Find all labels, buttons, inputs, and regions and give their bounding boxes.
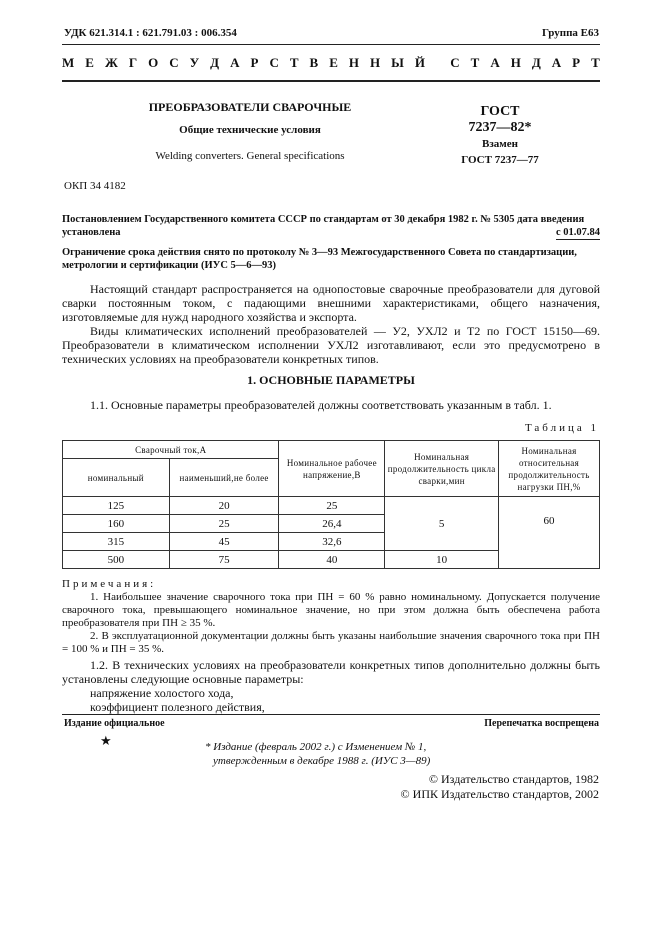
header-voltage: Номинальное рабочее напряжение,В [279,441,385,497]
paragraph-1-1 [62,398,600,412]
doc-english-title: Welding converters. General specifications [155,150,345,162]
banner-letter: А [230,55,240,70]
cell-nominal: 125 [63,497,170,515]
banner-letter: С [450,55,460,70]
cell-voltage: 25 [279,497,385,515]
intro-text [62,282,600,366]
banner-letter: У [189,55,200,70]
cell-cycle: 10 [385,551,499,569]
intro-paragraph-2: Виды климатических исполнений преобразователей — У2, УХЛ2 и Т2 по ГОСТ 15150—69. Преобразователи в климатическом исполнении УХЛ2 изготавливают, если это предусмотрено в технических условиях на преобразователи конкретных типов. [62,324,600,366]
header-load: Номинальная относительная продолжительность нагрузки ПН,% [499,441,600,497]
header-current: Сварочный ток,А [63,441,279,459]
banner-letter: С [169,55,179,70]
reprint-prohibited: Перепечатка воспрещена [484,718,599,729]
paragraph-1-2-text: 1.2. В технических условиях на преобразователи конкретных типов дополнительно должны быть установлены следующие основные параметры: [62,658,600,686]
replaces-label: Взамен [482,138,518,150]
intro-paragraph-1: Настоящий стандарт распространяется на однопостовые сварочные преобразователи для дуговой сварки постоянным током, с падающими внешними характеристиками, общего назначения, изготовляемые для нужд народного хозяйства и экспорта. [62,282,600,324]
banner-letter: Д [210,55,220,70]
notes-title: Примечания: [62,578,157,590]
header-current-nominal: номинальный [63,459,170,497]
decree-date: с 01.07.84 [555,227,600,238]
footer-rule [62,714,600,715]
gost-label: ГОСТ [480,104,520,119]
banner-letter: Н [369,55,381,70]
edition-line-2: утвержденным в декабре 1988 г. (ИУС 3—89) [213,755,431,767]
banner-letter: Ы [391,55,404,70]
banner-letter: Д [531,55,541,70]
cell-nominal: 160 [63,515,170,533]
decree-text: Постановлением Государственного комитета СССР по стандартам от 30 декабря 1982 г. № 5305 дата введения установлена [62,214,585,238]
banner-letter: Р [572,55,581,70]
banner-letter: Т [289,55,299,70]
banner-letter: Т [591,55,600,70]
banner-letter: Н [510,55,521,70]
table-header-row [63,441,600,459]
cell-nominal: 315 [63,533,170,551]
banner-letter: Е [329,55,338,70]
doc-title: ПРЕОБРАЗОВАТЕЛИ СВАРОЧНЫЕ [148,100,352,114]
note-1: 1. Наибольшее значение сварочного тока при ПН = 60 % равно номинальному. Допускается получение сварочного тока, превышающего номинальное значение, но при этом должна быть обеспечена работа преобразователя при ПН ≥ 35 %. [62,591,600,629]
decree-block [62,213,600,240]
cell-min: 20 [169,497,279,515]
banner-letter: М [62,55,75,70]
banner-letter: А [551,55,562,70]
copyright-1982: © Издательство стандартов, 1982 [428,772,599,786]
table-row [63,497,600,515]
edition-note [205,740,430,768]
cell-nominal: 500 [63,551,170,569]
section-1-heading: 1. ОСНОВНЫЕ ПАРАМЕТРЫ [247,373,415,387]
param-item-2: коэффициент полезного действия, [90,700,265,714]
star-icon: ★ [100,733,112,748]
udk-code: УДК 621.314.1 : 621.791.03 : 006.354 [64,27,237,39]
banner-letter: Н [348,55,359,70]
table-caption: Таблица 1 [524,422,599,434]
banner-letter: Ж [104,55,118,70]
banner-letter: С [269,55,279,70]
cell-cycle: 5 [385,497,499,551]
cell-voltage: 40 [279,551,385,569]
banner-letter: Т [470,55,480,70]
standard-banner [62,55,600,71]
cell-min: 25 [169,515,279,533]
cell-voltage: 32,6 [279,533,385,551]
table-notes [62,578,600,656]
paragraph-1-2 [62,658,600,714]
banner-letter: Е [85,55,94,70]
official-edition: Издание официальное [64,718,165,729]
param-item-1: напряжение холостого хода, [90,686,234,700]
parameters-table [62,440,600,569]
header-cycle: Номинальная продолжительность цикла сварки,мин [385,441,499,497]
cell-voltage: 26,4 [279,515,385,533]
banner-letter: О [148,55,159,70]
banner-rule [62,80,600,82]
okp-code: ОКП 34 4182 [64,180,126,192]
paragraph-1-1-text: 1.1. Основные параметры преобразователей должны соответствовать указанным в табл. 1. [90,398,552,412]
edition-line-1: * Издание (февраль 2002 г.) с Изменением № 1, [205,741,427,753]
banner-letter: А [490,55,500,70]
cell-min: 45 [169,533,279,551]
gost-number: 7237—82* [468,120,532,135]
doc-subtitle: Общие технические условия [179,124,321,136]
banner-letter: Р [250,55,259,70]
banner-letter: Г [128,55,138,70]
replaces-gost: ГОСТ 7237—77 [461,154,539,166]
copyright-2002: © ИПК Издательство стандартов, 2002 [400,787,599,801]
cell-min: 75 [169,551,279,569]
restriction-note: Ограничение срока действия снято по протоколу № 3—93 Межгосударственного Совета по стандартизации, метрологии и сертификации (ИУС 5—6—93) [62,247,577,271]
cell-load: 60 [499,497,600,569]
group-code: Группа Е63 [541,27,599,39]
banner-letter: В [309,55,319,70]
banner-letter [436,55,439,71]
top-rule [62,44,600,45]
banner-letter: Й [414,55,425,70]
header-current-min: наименьший,не более [169,459,279,497]
note-2: 2. В эксплуатационной документации должны быть указаны наибольшие значения сварочного тока при ПН = 100 % и ПН = 35 %. [62,630,600,655]
